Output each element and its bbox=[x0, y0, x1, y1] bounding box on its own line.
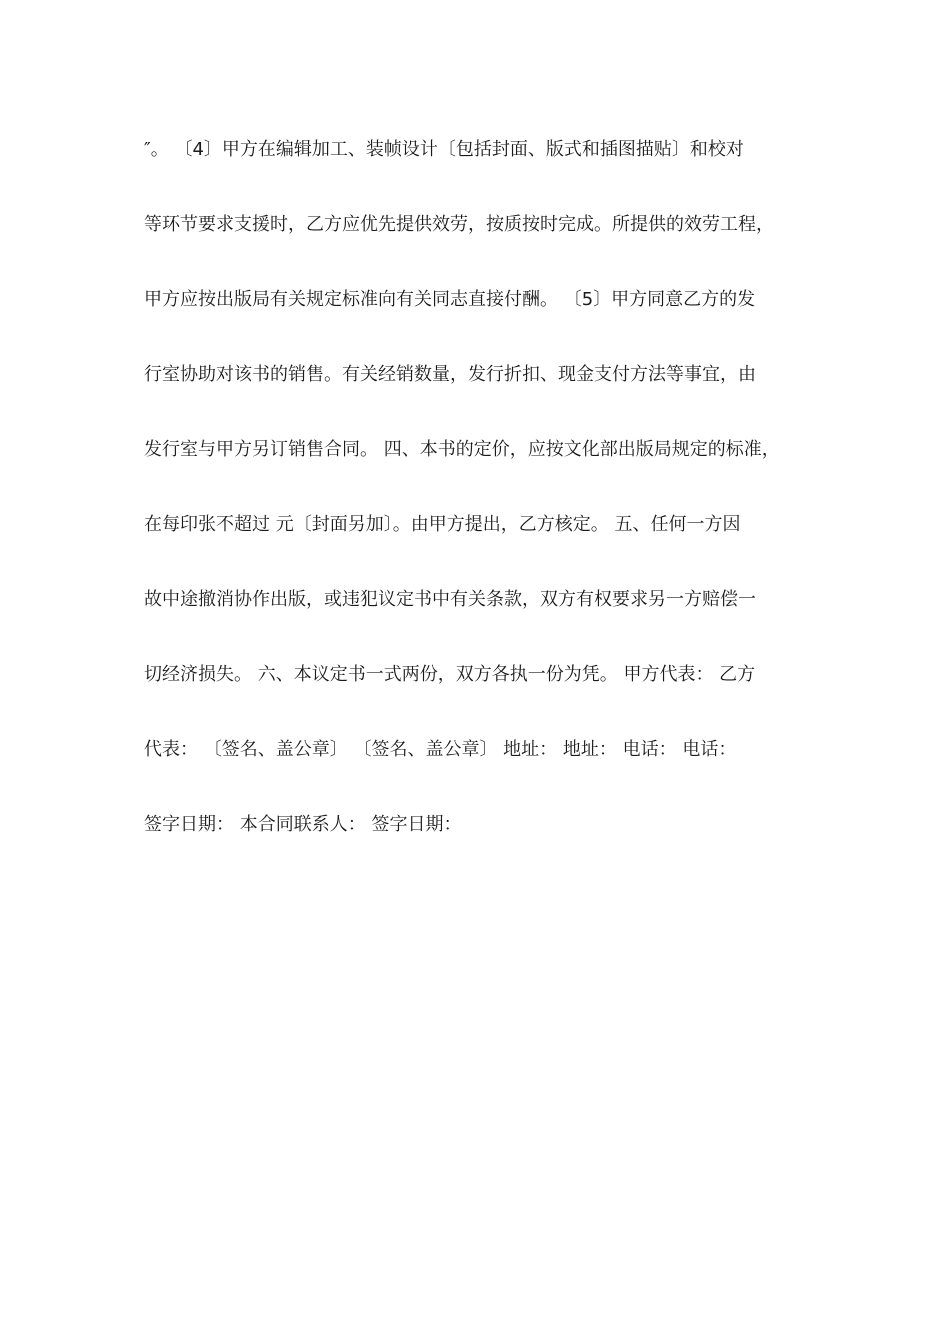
text-line-6: 在每印张不超过 元〔封面另加〕。由甲方提出，乙方核定。 五、任何一方因 bbox=[144, 514, 741, 535]
contract-text-body bbox=[144, 131, 824, 881]
text-line-2: 等环节要求支援时，乙方应优先提供效劳，按质按时完成。所提供的效劳工程， bbox=[144, 214, 774, 235]
text-line-7: 故中途撤消协作出版，或违犯议定书中有关条款，双方有权要求另一方赔偿一 bbox=[144, 589, 756, 610]
text-line-8: 切经济损失。 六、本议定书一式两份，双方各执一份为凭。 甲方代表： 乙方 bbox=[144, 664, 756, 685]
text-line-5: 发行室与甲方另订销售合同。 四、本书的定价，应按文化部出版局规定的标准， bbox=[144, 439, 780, 460]
text-line-4: 行室协助对该书的销售。有关经销数量，发行折扣、现金支付方法等事宜，由 bbox=[144, 364, 756, 385]
text-line-3: 甲方应按出版局有关规定标准向有关同志直接付酬。 〔5〕甲方同意乙方的发 bbox=[144, 289, 756, 310]
text-line-1: ″。 〔4〕甲方在编辑加工、装帧设计〔包括封面、版式和插图描贴〕和校对 bbox=[144, 139, 744, 160]
text-line-10: 签字日期： 本合同联系人： 签字日期： bbox=[144, 814, 462, 835]
text-line-9: 代表： 〔签名、盖公章〕 〔签名、盖公章〕 地址： 地址： 电话： 电话： bbox=[144, 739, 737, 760]
